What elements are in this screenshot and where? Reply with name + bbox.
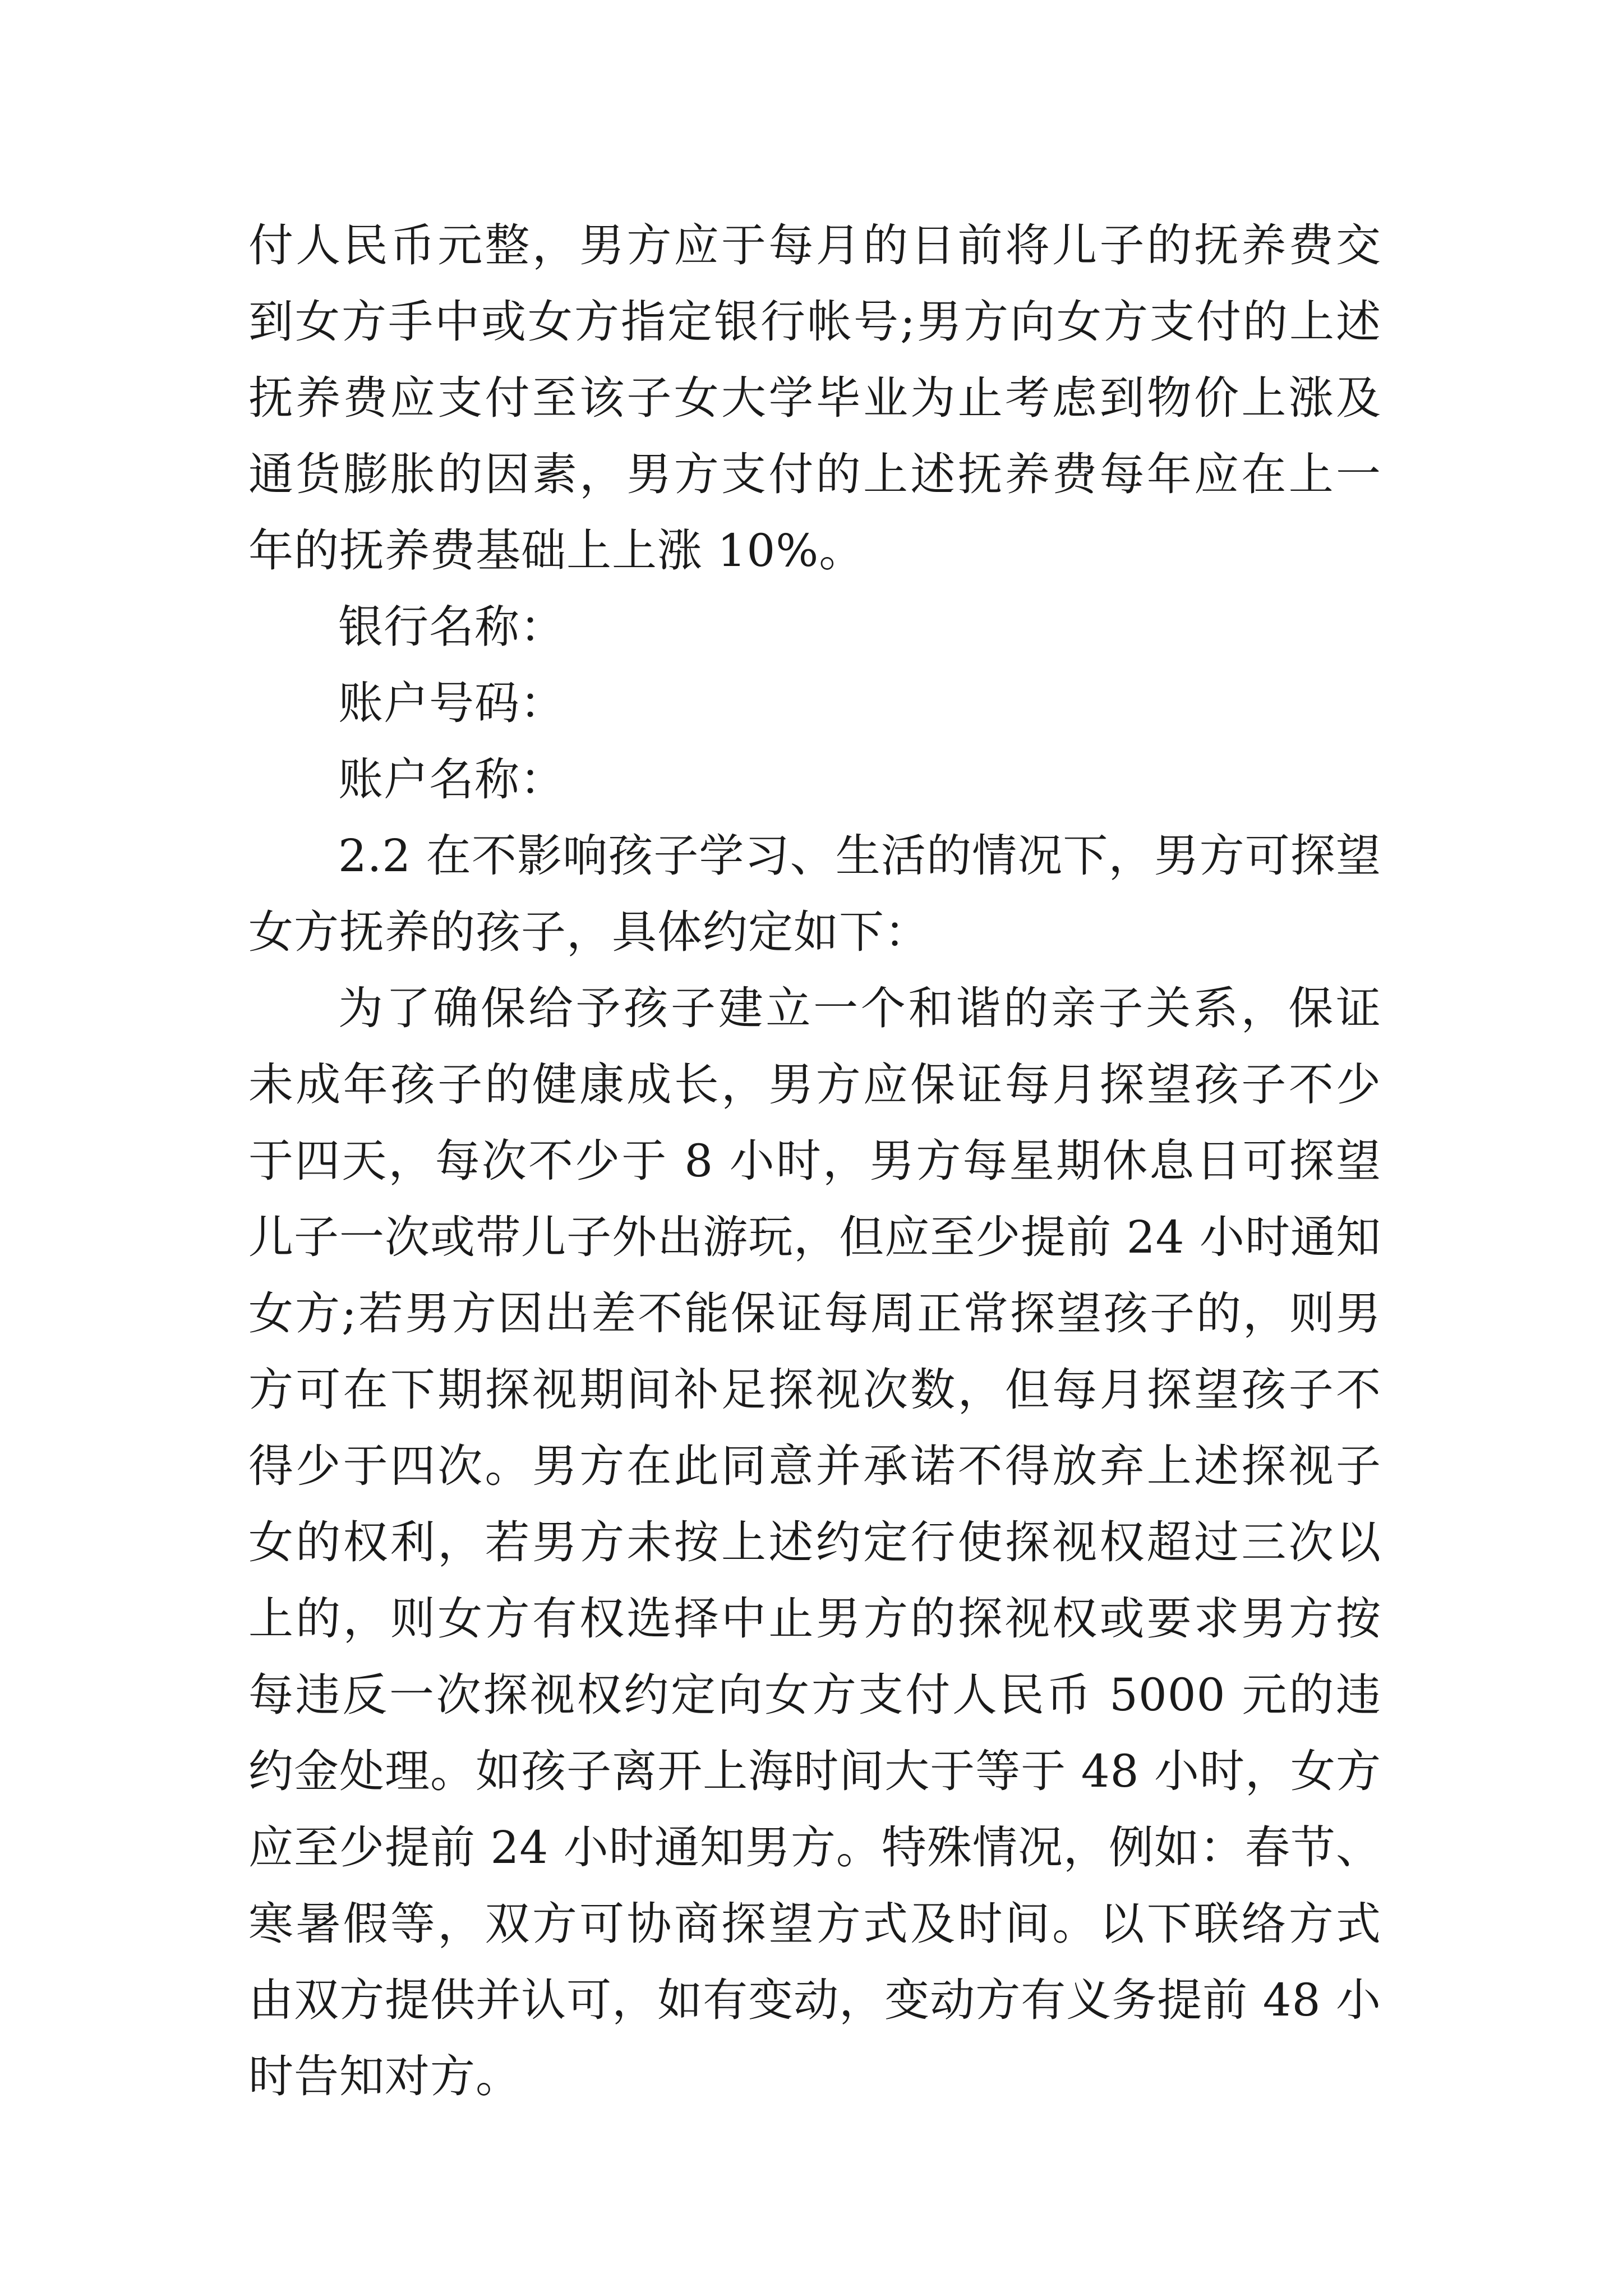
paragraph-account-name: 账户名称： [338, 753, 565, 806]
paragraph-clause-2-2: 2.2 在不影响孩子学习、生活的情况下，男方可探望女方抚养的孩子，具体约定如下： [248, 830, 1381, 958]
paragraph-support-payment: 付人民币元整，男方应于每月的日前将儿子的抚养费交到女方手中或女方指定银行帐号;男方向女方支付的上述抚养费应支付至该子女大学毕业为止考虑到物价上涨及通货膨胀的因素，男方支付的上述抚养费每年应在上一年的抚养费基础上上涨 10%。 [248, 219, 1381, 577]
paragraph-account-number: 账户号码： [338, 677, 565, 729]
document-body [248, 208, 1381, 2115]
paragraph-visitation-terms: 为了确保给予孩子建立一个和谐的亲子关系，保证未成年孩子的健康成长，男方应保证每月探望孩子不少于四天，每次不少于 8 小时，男方每星期休息日可探望儿子一次或带儿子外出游玩，但应至少提前 24 小时通知女方;若男方因出差不能保证每周正常探望孩子的，则男方可在下期探视期间补足探视次数，但每月探望孩子不得少于四次。男方在此同意并承诺不得放弃上述探视子女的权利，若男方未按上述约定行使探视权超过三次以上的，则女方有权选择中止男方的探视权或要求男方按每违反一次探视权约定向女方支付人民币 5000 元的违约金处理。如孩子离开上海时间大于等于 48 小时，女方应至少提前 24 小时通知男方。特殊情况，例如：春节、寒暑假等，双方可协商探望方式及时间。以下联络方式由双方提供并认可，如有变动，变动方有义务提前 48 小时告知对方。 [248, 982, 1381, 2102]
paragraph-bank-name: 银行名称： [338, 601, 565, 653]
